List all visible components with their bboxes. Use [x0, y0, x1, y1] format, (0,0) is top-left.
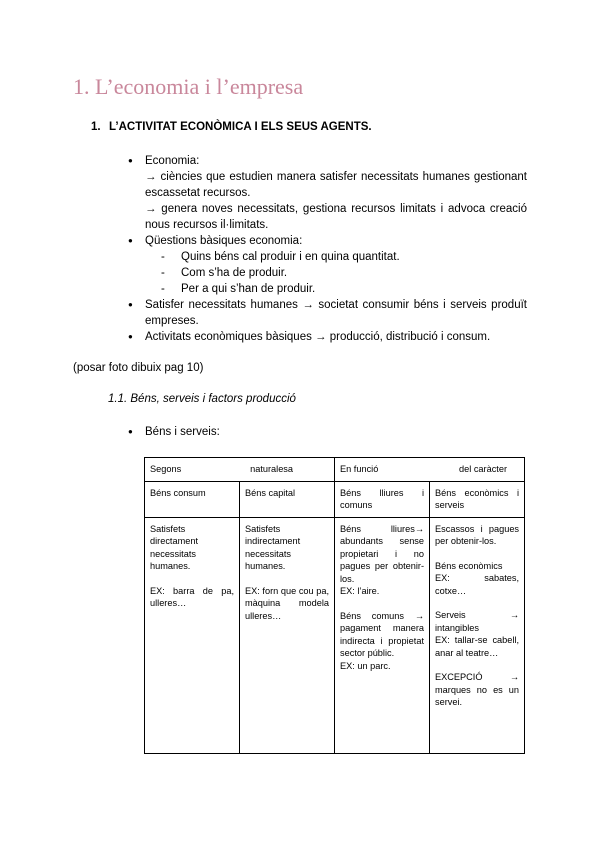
column-label: Béns capital	[240, 481, 335, 517]
list-item-satisfer: ● Satisfer necessitats humanes → societat consumir béns i serveis produït empreses.	[128, 297, 527, 329]
list-item-questions	[128, 233, 527, 297]
cell-paragraph: Béns comuns → pagament manera indirecta i propietat sector públic. EX: un parc.	[340, 610, 425, 671]
cell-paragraph: Béns lliures→ abundants sense propietari i no pagues per obtenir- los. EX: l’aire.	[340, 523, 425, 596]
header-text: Segons	[150, 464, 182, 474]
section-heading	[91, 121, 372, 133]
list-item-economia	[128, 153, 527, 233]
cell-paragraph: Satisfets directament necessitats humanes.	[150, 523, 199, 571]
header-text: del caràcter	[459, 464, 508, 474]
main-bullet-list	[128, 153, 527, 345]
cell-paragraph: Escassos i pagues per obtenir-los.	[435, 523, 520, 546]
question-item: - Per a qui s’han de produir.	[161, 281, 527, 297]
cell-paragraph: EX: forn que cou pa, màquina modela ulleres…	[245, 585, 330, 621]
cell-bens-lliures	[335, 517, 430, 753]
cell-paragraph: Béns econòmics EX: sabates, cotxe…	[435, 560, 520, 596]
cell-bens-capital	[240, 517, 335, 753]
cell-bens-economics	[430, 517, 525, 753]
column-label: Béns lliures i comuns	[335, 481, 430, 517]
column-label: Béns econòmics i serveis	[430, 481, 525, 517]
economia-definition-1: → ciències que estudien manera satisfer necessitats humanes gestionant escassetat recursos.	[145, 171, 527, 199]
column-label: Béns consum	[145, 481, 240, 517]
cell-paragraph: Serveis → intangibles EX: tallar-se cabell, anar al teatre…	[435, 610, 520, 658]
header-text: En funció	[340, 464, 379, 474]
subsection-heading: 1.1. Béns, serveis i factors producció	[108, 393, 296, 405]
section-number: 1.	[91, 121, 101, 133]
cell-bens-consum	[145, 517, 240, 753]
questions-label: Qüestions bàsiques economia:	[145, 235, 303, 247]
economia-definition-2: → genera noves necessitats, gestiona recursos limitats i advoca creació nous recursos il·limitats.	[145, 203, 527, 231]
cell-paragraph: EXCEPCIÓ → marques no es un servei.	[435, 672, 520, 707]
question-item: - Quins béns cal produir i en quina quantitat.	[161, 249, 527, 265]
table-header-row	[145, 458, 525, 482]
header-naturalesa	[145, 458, 335, 482]
photo-note: (posar foto dibuix pag 10)	[73, 362, 204, 374]
goods-classification-table	[144, 457, 525, 754]
table-column-row	[145, 481, 525, 517]
header-caracter	[335, 458, 525, 482]
cell-paragraph: EX: barra de pa, ulleres…	[150, 585, 234, 608]
list-item-activitats: ● Activitats econòmiques bàsiques → producció, distribució i consum.	[128, 329, 527, 345]
section-heading-text: L’ACTIVITAT ECONÒMICA I ELS SEUS AGENTS.	[109, 121, 372, 133]
economia-label: ● Economia:	[145, 155, 200, 167]
question-item: - Com s’ha de produir.	[161, 265, 527, 281]
questions-sublist	[145, 249, 527, 297]
cell-paragraph: Satisfets indirectament necessitats humanes.	[245, 523, 301, 571]
page-title: 1. L’economia i l’empresa	[73, 74, 304, 99]
header-text: naturalesa	[250, 464, 294, 474]
bens-serveis-label: ● Béns i serveis:	[128, 426, 220, 438]
table-row	[145, 517, 525, 753]
